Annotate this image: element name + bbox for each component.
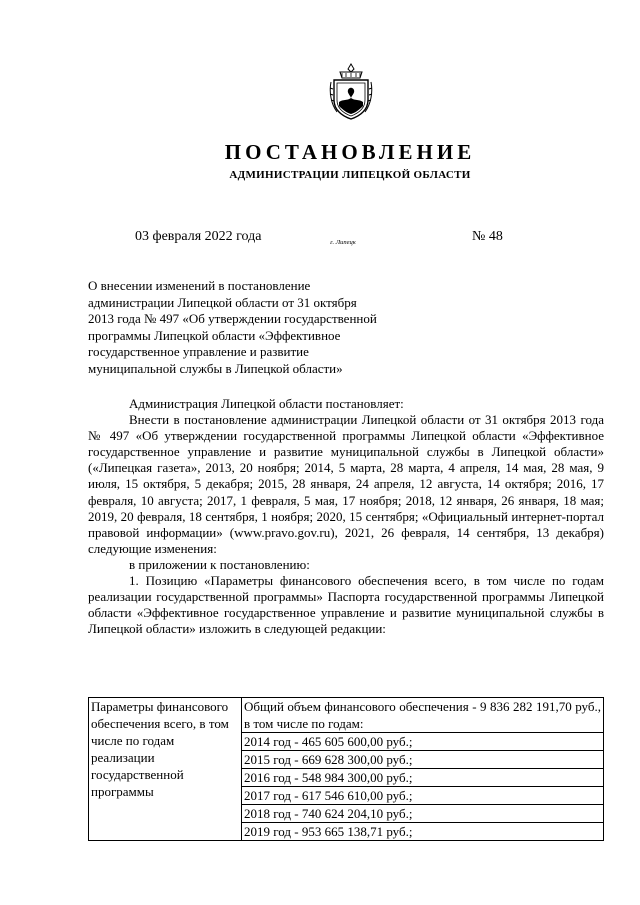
heading-line: муниципальной службы в Липецкой области» bbox=[88, 360, 343, 376]
year-amount: 2017 год - 617 546 610,00 руб.; bbox=[242, 787, 603, 805]
coat-of-arms-icon bbox=[328, 62, 374, 122]
year-amount: 2014 год - 465 605 600,00 руб.; bbox=[242, 733, 603, 751]
body-paragraph: Администрация Липецкой области постановляет: bbox=[129, 396, 404, 411]
document-city: г. Липецк bbox=[330, 239, 356, 246]
year-amount: 2016 год - 548 984 300,00 руб.; bbox=[242, 769, 603, 787]
heading-line: программы Липецкой области «Эффективное bbox=[88, 327, 341, 343]
issuer-name: АДМИНИСТРАЦИИ ЛИПЕЦКОЙ ОБЛАСТИ bbox=[229, 169, 471, 181]
body-paragraph: в приложении к постановлению: bbox=[129, 556, 310, 572]
year-amount: 2019 год - 953 665 138,71 руб.; bbox=[244, 824, 413, 839]
document-heading bbox=[88, 278, 448, 377]
body-paragraph: Внести в постановление администрации Липецкой области от 31 октября 2013 года № 497 «Об утверждении государственной программы Липецкой области «Эффективное государственное управление и развитие муниципальной службы в Липецкой области» («Липецкая газета», 2013, 20 ноября; 2014, 5 марта, 28 марта, 4 апреля, 14 мая, 28 мая, 9 июля, 15 октября, 5 декабря; 2015, 28 января, 24 апреля, 12 августа, 14 октября; 2016, 17 февраля, 10 августа; 2017, 1 февраля, 5 мая, 17 ноября; 2018, 12 января, 26 января, 18 мая; 2019, 20 февраля, 18 сентября, 1 ноября; 2020, 15 сентября; «Официальный интернет-портал правовой информации» (www.pravo.gov.ru), 2021, 26 февраля, 14 сентября, 13 декабря) следующие изменения: bbox=[88, 412, 604, 556]
table-cell-parameter: Параметры финансового обеспечения всего, в том числе по годам реализации государственной программы bbox=[89, 698, 242, 841]
heading-line: администрации Липецкой области от 31 октября bbox=[88, 294, 357, 310]
year-amount: 2015 год - 669 628 300,00 руб.; bbox=[242, 751, 603, 769]
heading-line: государственное управление и развитие bbox=[88, 344, 309, 359]
total-amount: Общий объем финансового обеспечения - 9 836 282 191,70 руб., в том числе по годам: bbox=[244, 699, 601, 731]
document-date: 03 февраля 2022 года bbox=[135, 229, 262, 244]
document-body bbox=[88, 396, 604, 637]
document-number: № 48 bbox=[472, 229, 503, 244]
table-row bbox=[89, 698, 604, 841]
heading-line: О внесении изменений в постановление bbox=[88, 278, 311, 293]
heading-line: 2013 года № 497 «Об утверждении государственной bbox=[88, 311, 377, 326]
financing-table bbox=[88, 697, 604, 841]
table-cell-amounts bbox=[242, 698, 604, 841]
body-paragraph: 1. Позицию «Параметры финансового обеспечения всего, в том числе по годам реализации государственной программы» Паспорта государственной программы Липецкой области «Эффективное государственное управление и развитие муниципальной службы в Липецкой области» изложить в следующей редакции: bbox=[88, 573, 604, 637]
page-title: ПОСТАНОВЛЕНИЕ bbox=[224, 140, 476, 164]
year-amount: 2018 год - 740 624 204,10 руб.; bbox=[242, 805, 603, 823]
